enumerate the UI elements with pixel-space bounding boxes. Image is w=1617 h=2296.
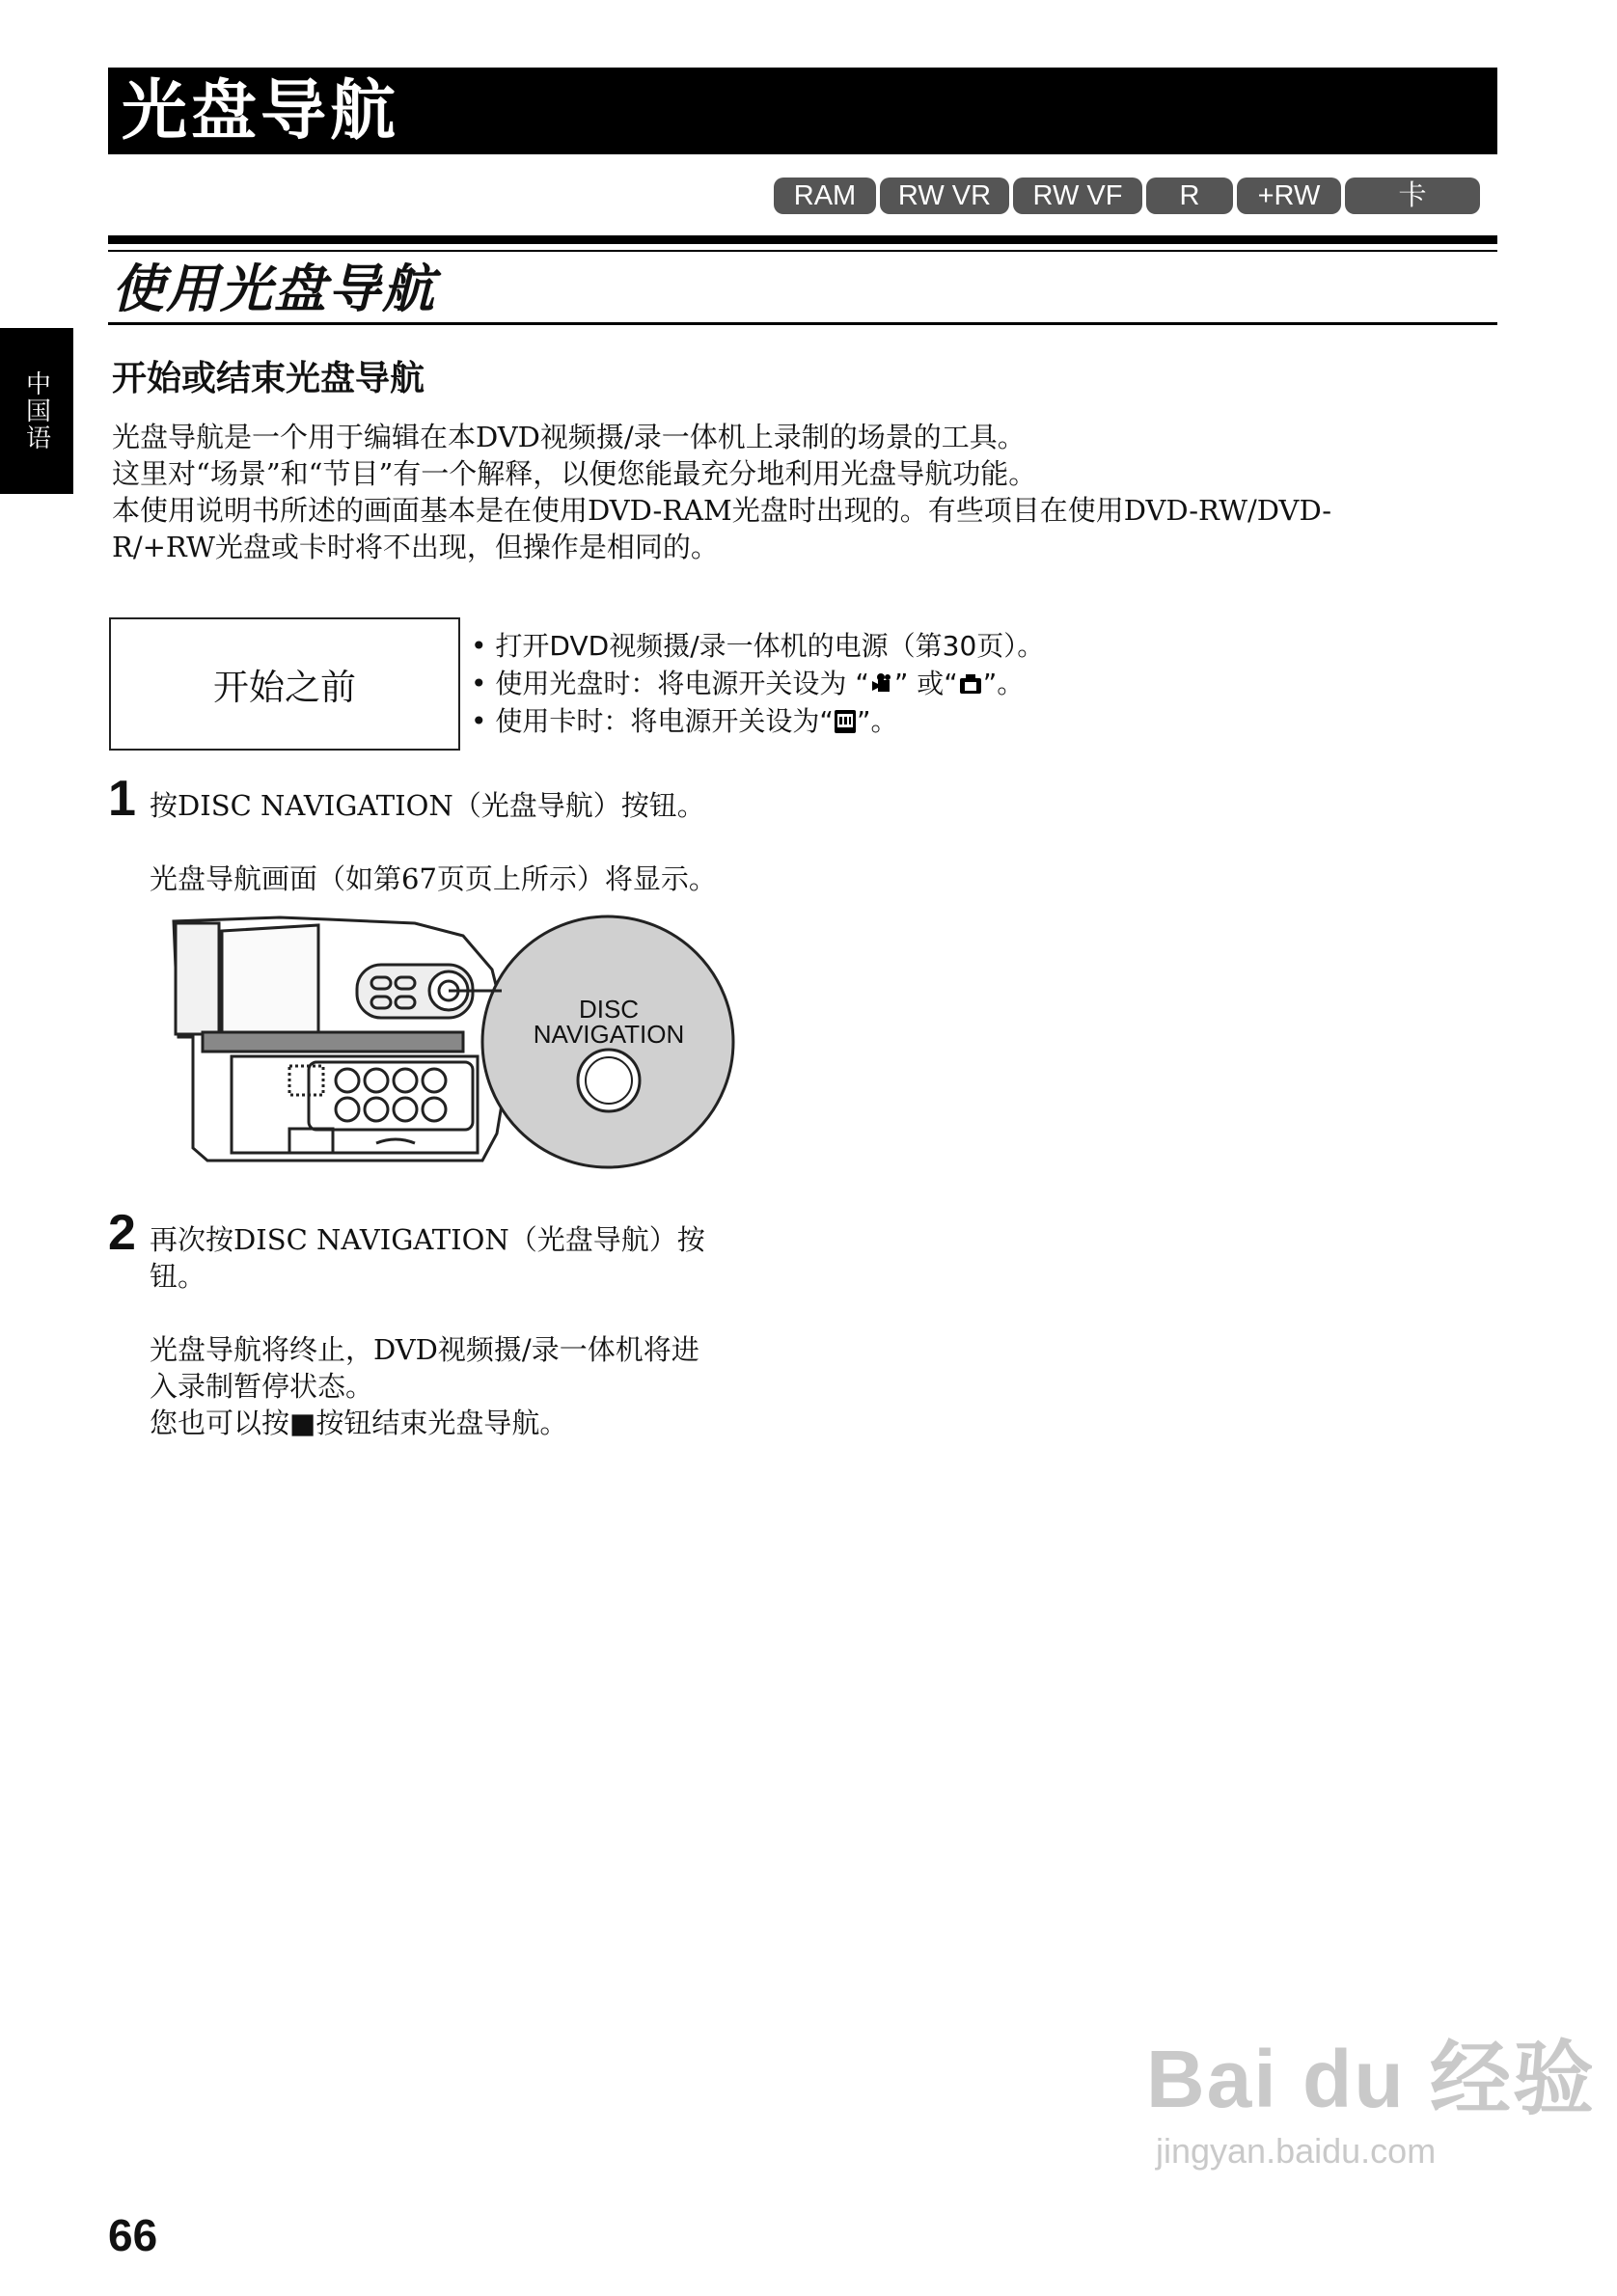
badge-ram: RAM <box>774 178 876 214</box>
language-tab: 中国语 <box>0 328 73 494</box>
callout-label-line2: NAVIGATION <box>533 1020 685 1049</box>
step-instruction: 按DISC NAVIGATION（光盘导航）按钮。 <box>150 789 705 822</box>
step-number: 1 <box>108 771 136 827</box>
before-item <box>471 665 1044 702</box>
before-item-text: • 使用卡时：将电源开关设为“ <box>471 705 834 737</box>
step-result-line: 光盘导航将终止，DVD视频摄/录一体机将进 <box>150 1333 699 1366</box>
watermark-logo: Bai du 经验 <box>1146 2034 1597 2124</box>
step-instruction <box>150 1221 705 1295</box>
header-rule-thin <box>108 250 1497 252</box>
intro-line: 这里对“场景”和“节目”有一个解释，以便您能最充分地利用光盘导航功能。 <box>112 457 1037 490</box>
before-item-text: ” 或“ <box>893 668 958 699</box>
intro-line: 本使用说明书所述的画面基本是在使用DVD-RAM光盘时出现的。有些项目在使用DVD-RW/DVD- <box>112 494 1332 527</box>
page-title: 光盘导航 <box>122 73 400 150</box>
before-label: 开始之前 <box>213 667 356 708</box>
before-box <box>109 617 460 751</box>
intro-paragraph <box>112 419 1492 565</box>
page-number: 66 <box>108 2210 158 2260</box>
step-result <box>150 1331 699 1441</box>
watermark-url: jingyan.baidu.com <box>1156 2131 1437 2171</box>
card-icon <box>834 709 857 734</box>
before-item-text: ”。 <box>856 705 898 737</box>
step-instruction-line: 钮。 <box>150 1260 206 1293</box>
intro-line: 光盘导航是一个用于编辑在本DVD视频摄/录一体机上录制的场景的工具。 <box>112 421 1026 453</box>
movie-camera-icon <box>869 672 894 696</box>
intro-line: R/+RW光盘或卡时将不出现，但操作是相同的。 <box>112 531 719 563</box>
badge-plus-rw: +RW <box>1237 178 1341 214</box>
step-result-line: 入录制暂停状态。 <box>150 1370 374 1403</box>
header-rule <box>108 235 1497 244</box>
callout-label-line1: DISC <box>578 995 640 1024</box>
step-result-line: 您也可以按■按钮结束光盘导航。 <box>150 1407 568 1439</box>
format-badges <box>774 178 1480 214</box>
step-number: 2 <box>108 1205 136 1261</box>
baidu-watermark <box>1146 2014 1596 2172</box>
before-list <box>471 627 1044 740</box>
camera-body <box>174 917 511 1161</box>
before-item-text: ”。 <box>982 668 1025 699</box>
step-result: 光盘导航画面（如第67页页上所示）将显示。 <box>150 862 717 895</box>
before-item-text: • 使用光盘时：将电源开关设为 “ <box>471 668 869 699</box>
badge-card: 卡 <box>1345 178 1480 214</box>
camera-illustration <box>164 912 743 1187</box>
before-item: • 打开DVD视频摄/录一体机的电源（第30页）。 <box>471 630 1045 662</box>
badge-r: R <box>1146 178 1233 214</box>
step-instruction-line: 再次按DISC NAVIGATION（光盘导航）按 <box>150 1223 705 1256</box>
section-rule <box>108 322 1497 325</box>
section-title: 使用光盘导航 <box>112 259 436 319</box>
subheading: 开始或结束光盘导航 <box>112 359 425 398</box>
before-item <box>471 702 1044 740</box>
badge-rw-vr: RW VR <box>880 178 1009 214</box>
badge-rw-vf: RW VF <box>1013 178 1142 214</box>
still-camera-icon <box>958 672 983 696</box>
